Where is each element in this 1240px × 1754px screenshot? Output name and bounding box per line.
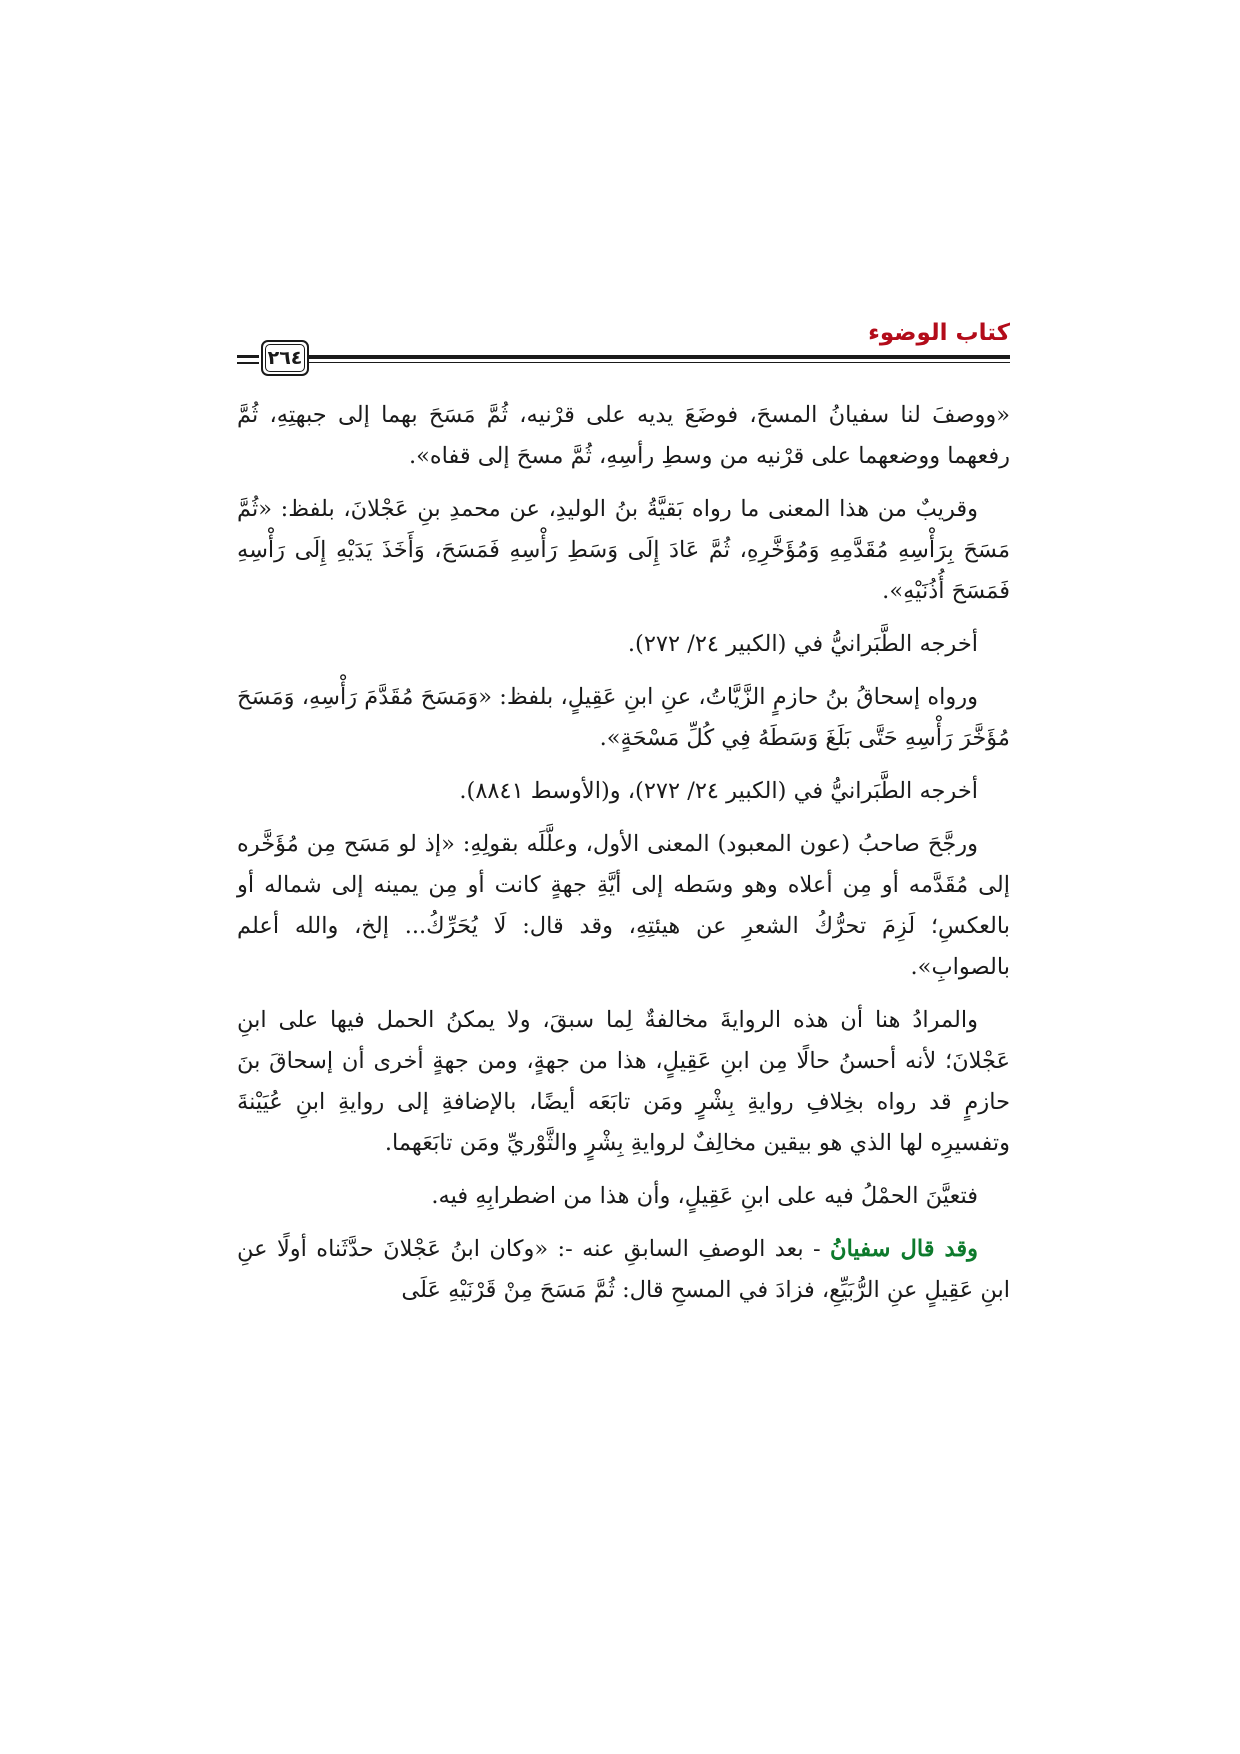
paragraph-text: ورواه إسحاقُ بنُ حازمٍ الزَّيَّاتُ، عنِ ابنِ عَقِيلٍ، بلفظ: «وَمَسَحَ مُقَدَّمَ رَأْسِهِ، وَمَسَحَ مُؤَخَّرَ رَأْسِهِ حَتَّى بَلَغَ وَسَطَهُ فِي كُلِّ مَسْحَةٍ». bbox=[237, 684, 1010, 751]
page-number: ٢٦٤ bbox=[267, 347, 303, 369]
paragraph bbox=[237, 1000, 1010, 1164]
paragraph bbox=[237, 1176, 1010, 1217]
paragraph bbox=[237, 771, 1010, 812]
paragraph-text: والمرادُ هنا أن هذه الروايةَ مخالفةٌ لِما سبقَ، ولا يمكنُ الحمل فيها على ابنِ عَجْلانَ؛ لأنه أحسنُ حالًا مِن ابنِ عَقِيلٍ، هذا من جهةٍ، ومن جهةٍ أخرى أن إسحاقَ بنَ حازمٍ قد رواه بخِلافِ روايةِ بِشْرٍ ومَن تابَعَه أيضًا، بالإضافةِ إلى روايةِ ابنِ عُيَيْنةَ وتفسيرِه لها الذي هو بيقين مخالِفٌ لروايةِ بِشْرٍ والثَّوْريِّ ومَن تابَعَهما. bbox=[237, 1007, 1010, 1156]
page-number-badge bbox=[261, 340, 309, 376]
header-rule-thick bbox=[285, 355, 1010, 359]
paragraph-text: وقريبٌ من هذا المعنى ما رواه بَقيَّةُ بنُ الوليدِ، عن محمدِ بنِ عَجْلانَ، بلفظ: «ثُمَّ مَسَحَ بِرَأْسِهِ مُقَدَّمِهِ وَمُؤَخَّرِهِ، ثُمَّ عَادَ إِلَى وَسَطِ رَأْسِهِ فَمَسَحَ، وَأَخَذَ يَدَيْهِ إِلَى رَأْسِهِ فَمَسَحَ أُذُنَيْهِ». bbox=[237, 496, 1010, 604]
paragraph-text: فتعيَّنَ الحمْلُ فيه على ابنِ عَقِيلٍ، وأن هذا من اضطرابِهِ فيه. bbox=[431, 1183, 978, 1209]
paragraph-text: «ووصفَ لنا سفيانُ المسحَ، فوضَعَ يديه على قرْنيه، ثُمَّ مَسَحَ بهما إلى جبهتِهِ، ثُمَّ رفعهما ووضعهما على قرْنيه من وسطِ رأسِهِ، ثُمَّ مسحَ إلى قفاه». bbox=[237, 402, 1010, 469]
paragraph bbox=[237, 489, 1010, 612]
paragraph-text: - بعد الوصفِ السابقِ عنه -: «وكان ابنُ عَجْلانَ حدَّثَناه أولًا عنِ ابنِ عَقِيلٍ عنِ الرُّبَيِّعِ، فزادَ في المسحِ قال: ثُمَّ مَسَحَ مِنْ قَرْنَيْهِ عَلَى bbox=[237, 1236, 1010, 1303]
header-rule-left-thin bbox=[237, 362, 259, 364]
paragraph bbox=[237, 677, 1010, 759]
paragraph bbox=[237, 624, 1010, 665]
paragraph bbox=[237, 1229, 1010, 1311]
body-text bbox=[237, 395, 1010, 1323]
paragraph bbox=[237, 395, 1010, 477]
page-header bbox=[237, 318, 1010, 384]
book-title: كتاب الوضوء bbox=[868, 320, 1010, 346]
header-rule-left-thick bbox=[237, 355, 259, 358]
paragraph-text: أخرجه الطَّبَرانيُّ في (الكبير ٢٤/ ٢٧٢). bbox=[627, 631, 978, 657]
paragraph-text: ورجَّحَ صاحبُ (عون المعبود) المعنى الأول، وعلَّلَه بقولِهِ: «إذ لو مَسَح مِن مُؤَخَّره إلى مُقَدَّمه أو مِن أعلاه وهو وسَطه إلى أيَّةِ جهةٍ كانت أو مِن يمينه إلى شماله أو بالعكسِ؛ لَزِمَ تحرُّكُ الشعرِ عن هيئتِهِ، وقد قال: لَا يُحَرِّكُ... إلخ، والله أعلم بالصوابِ». bbox=[237, 831, 1010, 980]
header-rule-thin bbox=[285, 362, 1010, 363]
paragraph bbox=[237, 824, 1010, 988]
paragraph-lead: وقد قال سفيانُ bbox=[830, 1236, 978, 1262]
paragraph-text: أخرجه الطَّبَرانيُّ في (الكبير ٢٤/ ٢٧٢)، و(الأوسط ٨٨٤١). bbox=[459, 778, 978, 804]
